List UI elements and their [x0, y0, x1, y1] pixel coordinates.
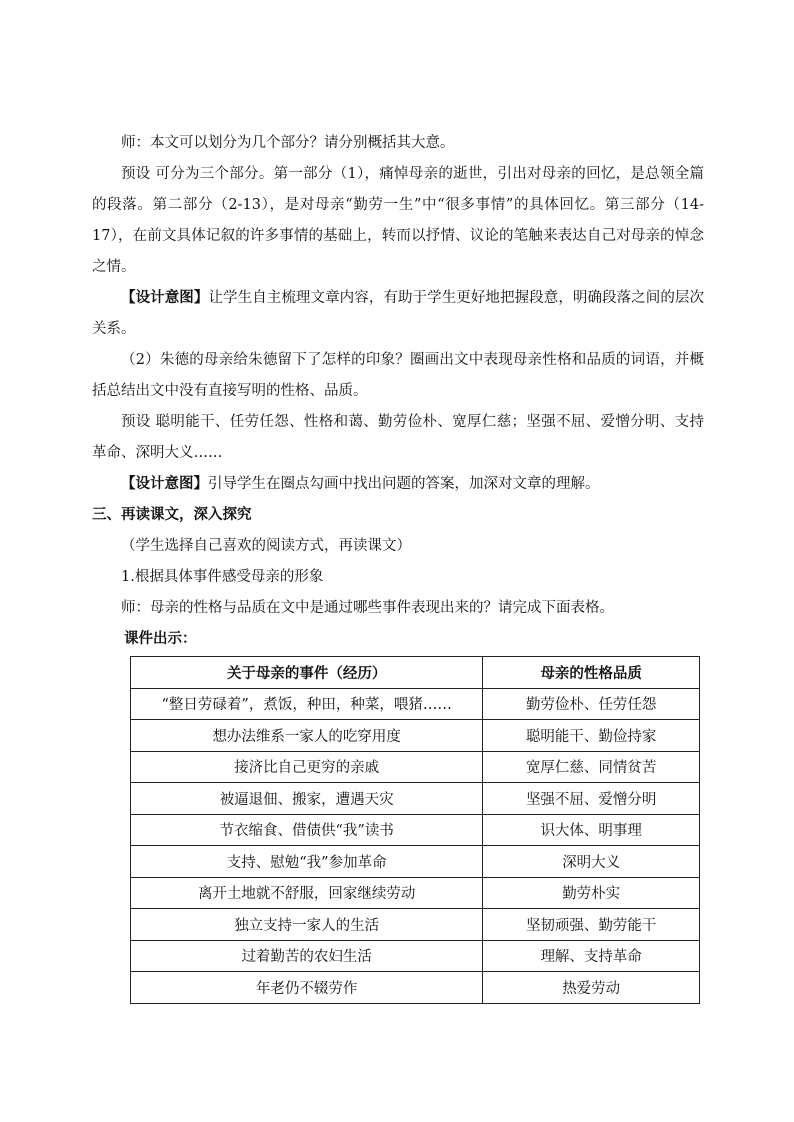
- trait-cell: 坚韧顽强、勤劳能干: [483, 909, 700, 941]
- table-row: [131, 909, 700, 941]
- event-cell: 被逼退佃、搬家，遭遇天灾: [131, 783, 483, 815]
- section-heading: 三、再读课文，深入探究: [92, 507, 252, 523]
- table-row: [131, 972, 700, 1004]
- paragraph-subheading: 1.根据具体事件感受母亲的形象: [121, 569, 324, 585]
- document-body: [92, 128, 704, 1004]
- trait-cell: 识大体、明事理: [483, 814, 700, 846]
- trait-cell: 勤劳朴实: [483, 877, 700, 909]
- table-row: [131, 688, 700, 720]
- table-row: [131, 877, 700, 909]
- event-cell: 离开土地就不舒服，回家继续劳动: [131, 877, 483, 909]
- design-intent-text: 让学生自主梳理文章内容，有助于学生更好地把握段意，明确段落之间的层次关系。: [92, 290, 705, 337]
- table-row: [131, 814, 700, 846]
- event-cell: 接济比自己更穷的亲戚: [131, 751, 483, 783]
- event-cell: 过着勤苦的农妇生活: [131, 940, 483, 972]
- trait-cell: 热爱劳动: [483, 972, 700, 1004]
- courseware-label: 课件出示：: [124, 631, 197, 647]
- header-traits: 母亲的性格品质: [483, 657, 700, 689]
- paragraph-design-intent-1: [92, 283, 704, 345]
- event-cell: “整日劳碌着”，煮饭，种田，种菜，喂猪……: [131, 688, 483, 720]
- paragraph-reading-note: （学生选择自己喜欢的阅读方式，再读课文）: [121, 538, 411, 554]
- event-cell: 独立支持一家人的生活: [131, 909, 483, 941]
- trait-cell: 深明大义: [483, 846, 700, 878]
- table-row: [131, 846, 700, 878]
- trait-cell: 坚强不屈、爱憎分明: [483, 783, 700, 815]
- events-traits-table: [130, 656, 700, 1004]
- trait-cell: 聪明能干、勤俭持家: [483, 720, 700, 752]
- design-intent-tag: 【设计意图】: [121, 476, 208, 492]
- design-intent-tag: 【设计意图】: [121, 290, 209, 306]
- paragraph-design-intent-2: [92, 469, 704, 500]
- paragraph-preset-traits: 预设 聪明能干、任劳任怨、性格和蔼、勤劳俭朴、宽厚仁慈；坚强不屈、爱憎分明、支持革命、深明大义……: [92, 414, 704, 461]
- trait-cell: 宽厚仁慈、同情贫苦: [483, 751, 700, 783]
- paragraph-preset-structure: 预设 可分为三个部分。第一部分（1），痛悼母亲的逝世，引出对母亲的回忆，是总领全篇的段落。第二部分（2-13），是对母亲“勤劳一生”中“很多事情”的具体回忆。第三部分（14-17），在前文具体记叙的许多事情的基础上，转而以抒情、议论的笔触来表达自己对母亲的悼念之情。: [92, 166, 704, 275]
- table-row: [131, 783, 700, 815]
- design-intent-text: 引导学生在圈点勾画中找出问题的答案，加深对文章的理解。: [208, 476, 600, 492]
- event-cell: 支持、慰勉“我”参加革命: [131, 846, 483, 878]
- trait-cell: 理解、支持革命: [483, 940, 700, 972]
- event-cell: 想办法维系一家人的吃穿用度: [131, 720, 483, 752]
- event-cell: 年老仍不辍劳作: [131, 972, 483, 1004]
- table-row: [131, 751, 700, 783]
- table-row: [131, 940, 700, 972]
- event-cell: 节衣缩食、借债供“我”读书: [131, 814, 483, 846]
- table-header-row: [131, 657, 700, 689]
- paragraph-question-2: （2）朱德的母亲给朱德留下了怎样的印象？圈画出文中表现母亲性格和品质的词语，并概括总结出文中没有直接写明的性格、品质。: [92, 352, 704, 399]
- paragraph-table-question: 师：母亲的性格与品质在文中是通过哪些事件表现出来的？请完成下面表格。: [121, 600, 614, 616]
- paragraph-question: 师：本文可以划分为几个部分？请分别概括其大意。: [121, 135, 455, 151]
- trait-cell: 勤劳俭朴、任劳任怨: [483, 688, 700, 720]
- header-events: 关于母亲的事件（经历）: [131, 657, 483, 689]
- table-row: [131, 720, 700, 752]
